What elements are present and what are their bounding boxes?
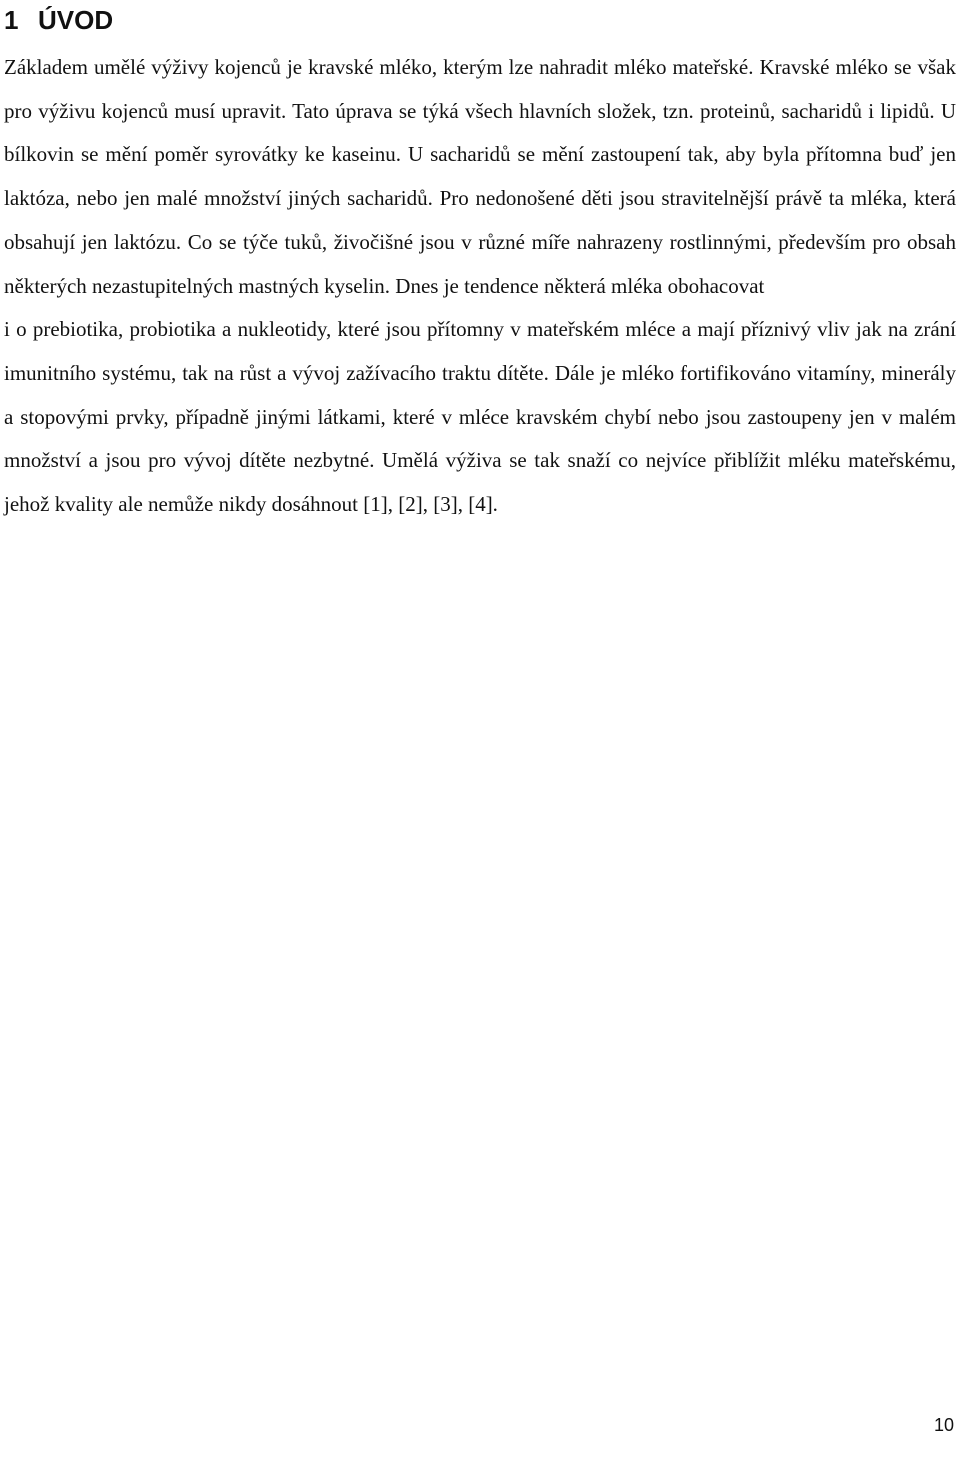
section-number: 1 [4,5,19,35]
section-heading [4,2,113,38]
paragraph-2: i o prebiotika, probiotika a nukleotidy, které jsou přítomny v mateřském mléce a mají příznivý vliv jak na zrání imunitního systému, tak na růst a vývoj zažívacího traktu dítěte. Dále je mléko fortifikováno vitamíny, minerály a stopovými prvky, případně jinými látkami, které v mléce kravském chybí nebo jsou zastoupeny jen v malém množství a jsou pro vývoj dítěte nezbytné. Umělá výživa se tak snaží co nejvíce přiblížit mléku mateřskému, jehož kvality ale nemůže nikdy dosáhnout [1], [2], [3], [4]. [4,317,956,517]
section-title: ÚVOD [38,5,114,35]
paragraph-1: Základem umělé výživy kojenců je kravské mléko, kterým lze nahradit mléko mateřské. Kravské mléko se však pro výživu kojenců musí upravit. Tato úprava se týká všech hlavních složek, tzn. proteinů, sacharidů i lipidů. U bílkovin se mění poměr syrovátky ke kaseinu. U sacharidů se mění zastoupení tak, aby byla přítomna buď jen laktóza, nebo jen malé množství jiných sacharidů. Pro nedonošené děti jsou stravitelnější právě ta mléka, která obsahují jen laktózu. Co se týče tuků, živočišné jsou v různé míře nahrazeny rostlinnými, především pro obsah některých nezastupitelných mastných kyselin. Dnes je tendence některá mléka obohacovat [4,55,956,298]
body-text [4,46,956,527]
page-number: 10 [933,1415,954,1435]
